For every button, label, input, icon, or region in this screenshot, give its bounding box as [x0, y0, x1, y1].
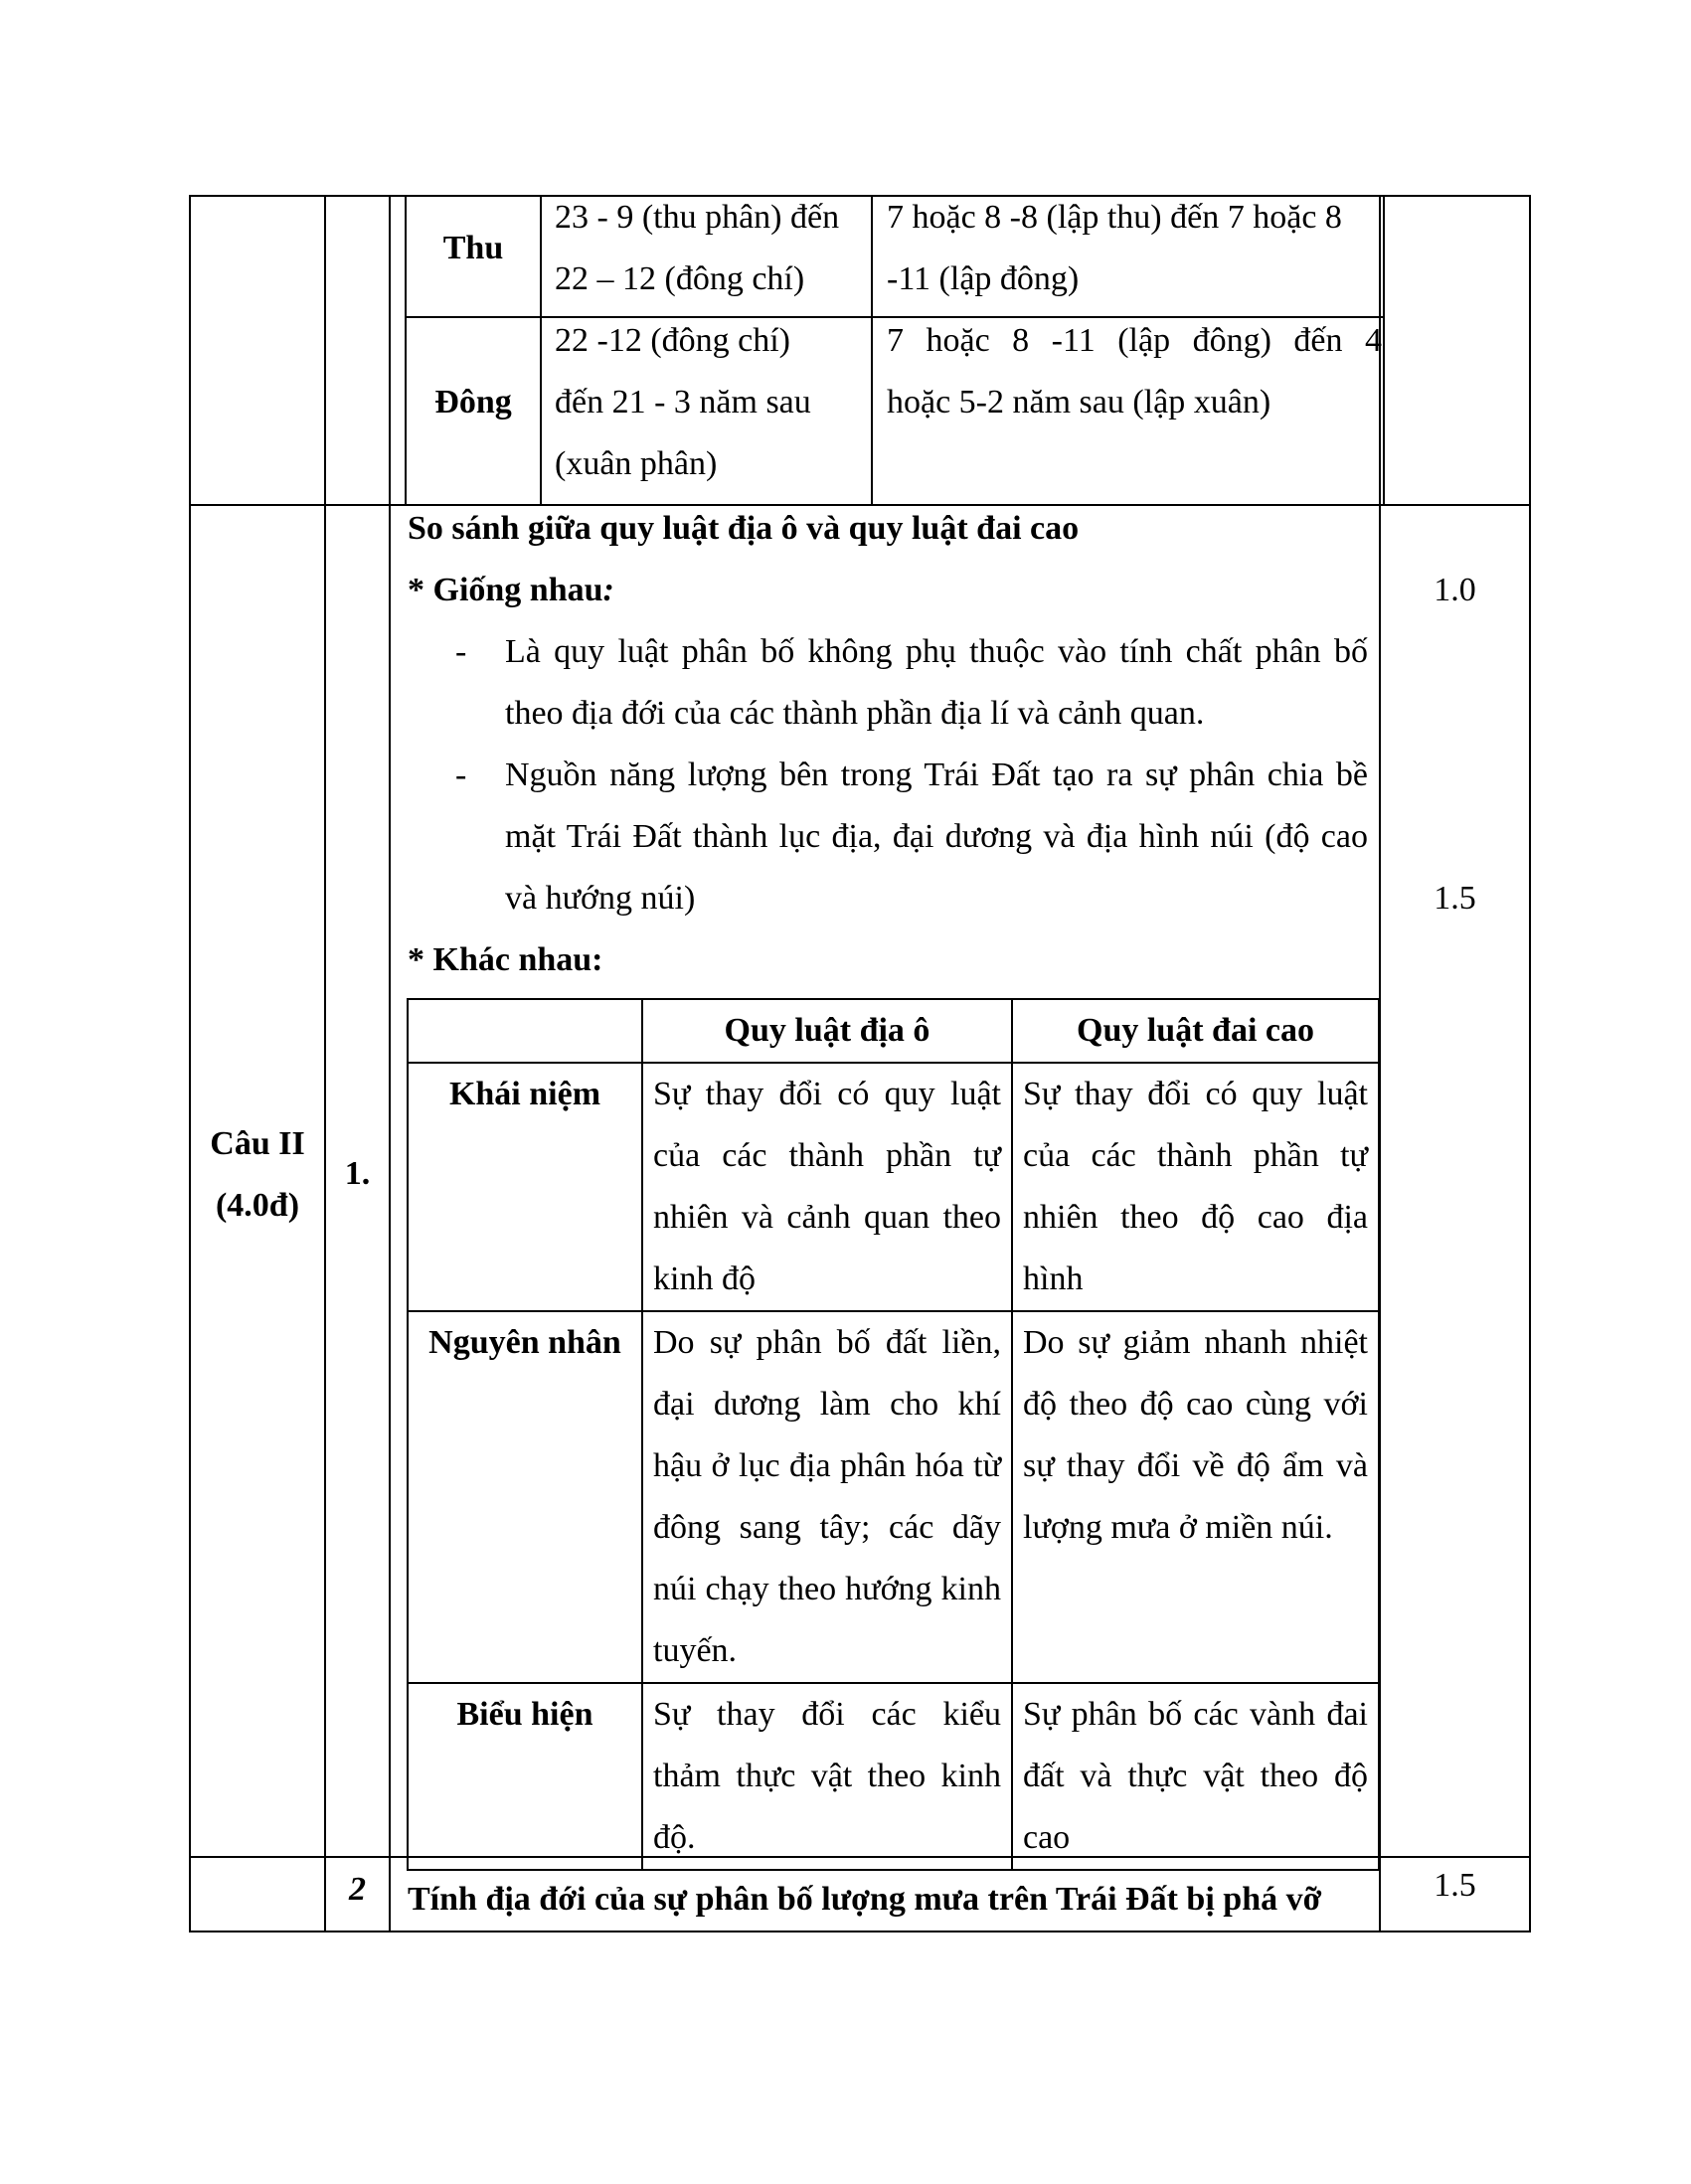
- seasons-col-divider: [871, 195, 873, 504]
- part-number: 2: [349, 1871, 366, 1908]
- season-lunar-line: 7 hoặc 8 -11 (lập đông) đến 4: [887, 322, 1382, 359]
- season-astronomical-line: 22 – 12 (đông chí): [555, 260, 805, 297]
- part-number: 1.: [344, 1155, 371, 1192]
- table-row: [408, 1311, 1379, 1683]
- season-lunar-line: -11 (lập đông): [887, 260, 1080, 297]
- score: 1.0: [1434, 572, 1476, 608]
- bullet-dash: -: [455, 633, 467, 670]
- part-title: Tính địa đới của sự phân bố lượng mưa trên Trái Đất bị phá vỡ: [408, 1881, 1322, 1918]
- season-name: Đông: [434, 384, 512, 420]
- season-name: Thu: [442, 230, 504, 266]
- score: 1.5: [1434, 880, 1476, 917]
- table-header-cell: [408, 999, 642, 1063]
- season-astronomical-line: 23 - 9 (thu phân) đến: [555, 199, 840, 236]
- season-astronomical-line: đến 21 - 3 năm sau: [555, 384, 811, 420]
- table-row: [408, 1063, 1379, 1311]
- question-label: Câu II: [210, 1125, 305, 1162]
- bullet-dash: -: [455, 756, 467, 793]
- season-lunar-line: 7 hoặc 8 -8 (lập thu) đến 7 hoặc 8: [887, 199, 1342, 236]
- table-cell: Sự thay đổi có quy luật của các thành phần tự nhiên theo độ cao địa hình: [1012, 1063, 1379, 1311]
- season-lunar-line: hoặc 5-2 năm sau (lập xuân): [887, 384, 1271, 420]
- season-astronomical-line: 22 -12 (đông chí): [555, 322, 791, 359]
- similar-heading-colon: :: [602, 572, 614, 608]
- part-title: So sánh giữa quy luật địa ô và quy luật đai cao: [408, 510, 1080, 547]
- question-points: (4.0đ): [215, 1187, 300, 1224]
- table-cell: Sự thay đổi có quy luật của các thành phần tự nhiên và cảnh quan theo kinh độ: [642, 1063, 1012, 1311]
- outer-col-divider: [324, 195, 326, 1932]
- similar-item: Là quy luật phân bố không phụ thuộc vào tính chất phân bố theo địa đới của các thành phần địa lí và cảnh quan.: [505, 633, 1368, 732]
- table-header-row: [408, 999, 1379, 1063]
- row-label: Nguyên nhân: [408, 1311, 642, 1683]
- outer-col-divider: [389, 195, 391, 1932]
- row-label: Biểu hiện: [408, 1683, 642, 1870]
- table-cell: Sự phân bố các vành đai đất và thực vật theo độ cao: [1012, 1683, 1379, 1870]
- comparison-table: [407, 998, 1380, 1871]
- table-cell: Sự thay đổi các kiểu thảm thực vật theo kinh độ.: [642, 1683, 1012, 1870]
- table-cell: Do sự giảm nhanh nhiệt độ theo độ cao cùng với sự thay đổi về độ ẩm và lượng mưa ở miền núi.: [1012, 1311, 1379, 1683]
- score: 1.5: [1434, 1867, 1476, 1904]
- seasons-table-right-border: [1383, 195, 1385, 504]
- outer-left-border: [189, 195, 191, 1932]
- similar-heading: [408, 560, 614, 621]
- seasons-col-divider: [540, 195, 542, 504]
- table-cell: Do sự phân bố đất liền, đại dương làm cho khí hậu ở lục địa phân hóa từ đông sang tây; các dãy núi chạy theo hướng kinh tuyến.: [642, 1311, 1012, 1683]
- similar-heading-text: * Giống nhau: [408, 572, 603, 608]
- table-header-cell: Quy luật đai cao: [1012, 999, 1379, 1063]
- outer-right-border: [1529, 195, 1531, 1932]
- similar-item: Nguồn năng lượng bên trong Trái Đất tạo ra sự phân chia bề mặt Trái Đất thành lục địa, đại dương và địa hình núi (độ cao và hướng núi): [505, 756, 1368, 917]
- table-row: [408, 1683, 1379, 1870]
- row-label: Khái niệm: [408, 1063, 642, 1311]
- different-heading: * Khác nhau:: [408, 941, 603, 978]
- season-astronomical-line: (xuân phân): [555, 445, 718, 482]
- table-header-cell: Quy luật địa ô: [642, 999, 1012, 1063]
